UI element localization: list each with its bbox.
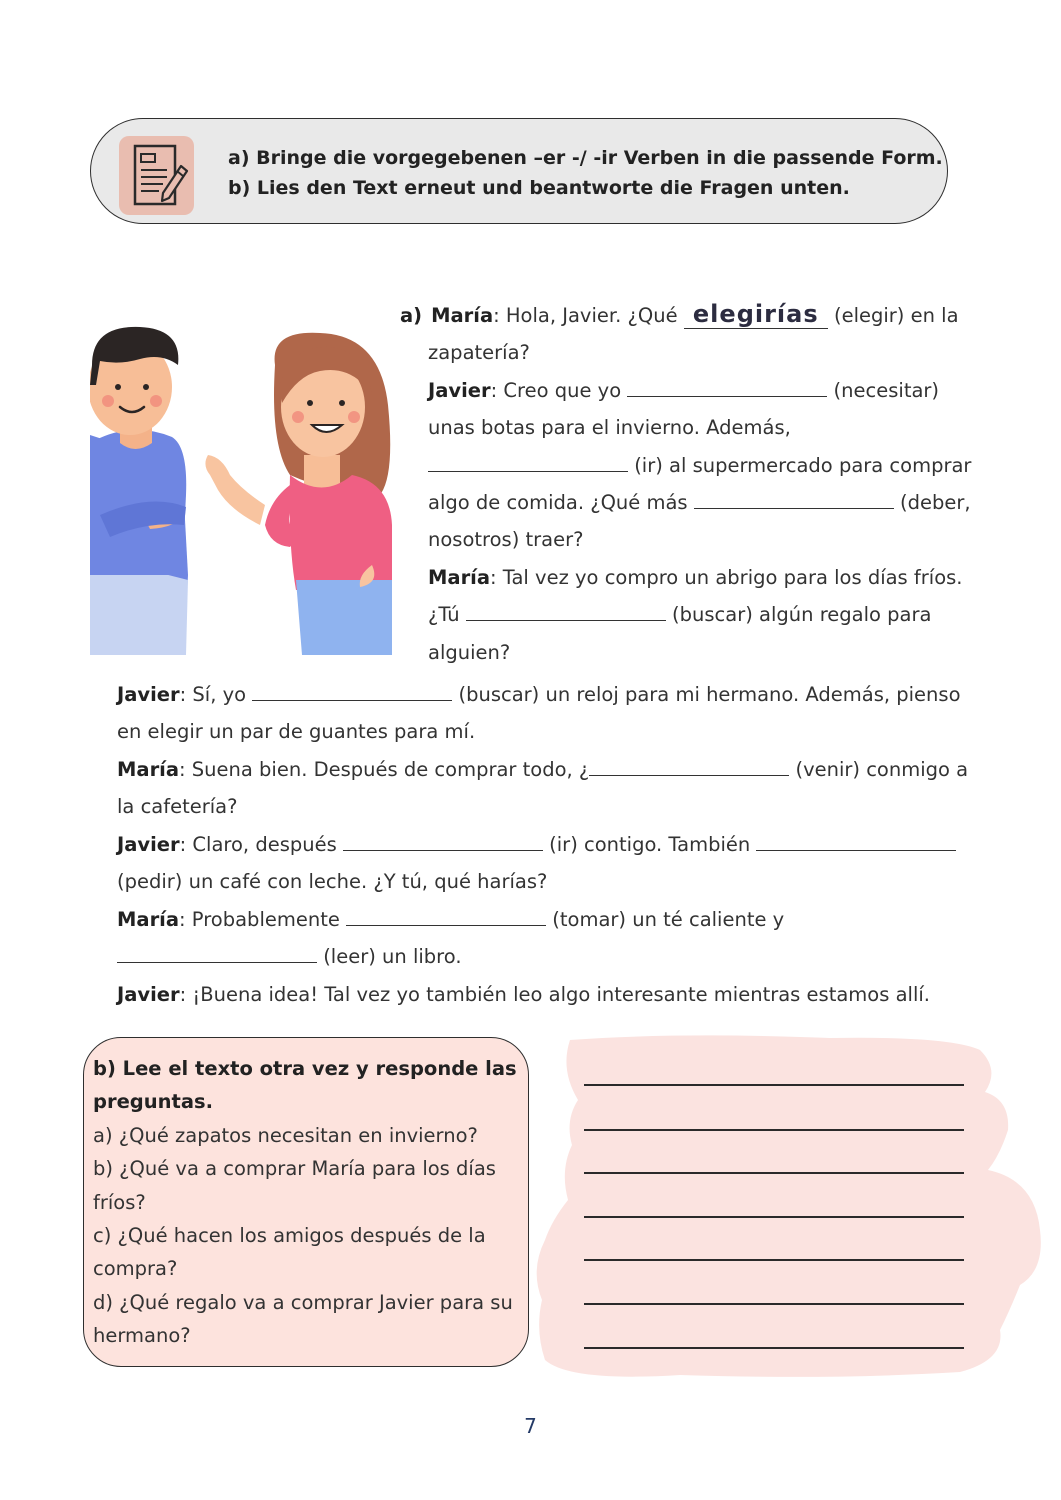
- answer-blank[interactable]: [694, 486, 894, 509]
- document-pencil-icon: [119, 136, 194, 215]
- questions-box: [83, 1037, 529, 1367]
- exercise-label-a: a): [400, 304, 423, 327]
- dialogue-line-4: unas botas para el invierno. Además,: [428, 416, 791, 439]
- answer-blank[interactable]: [627, 374, 827, 397]
- answer-line[interactable]: [584, 1303, 964, 1305]
- instruction-line-a: a) Bringe die vorgegebenen –er -/ -ir Verben in die passende Form.: [228, 147, 943, 169]
- speaker-maria: María: [117, 908, 180, 931]
- dialogue-line-14: la cafetería?: [117, 795, 238, 818]
- speaker-javier: Javier: [117, 833, 180, 856]
- dialogue-line-7: nosotros) traer?: [428, 528, 584, 551]
- question-item: a) ¿Qué zapatos necesitan en invierno?: [93, 1123, 478, 1147]
- instruction-text: [228, 143, 943, 203]
- answer-blank[interactable]: [756, 828, 956, 851]
- answer-blank[interactable]: [466, 598, 666, 621]
- question-item: c) ¿Qué hacen los amigos después de la compra?: [93, 1224, 486, 1281]
- instruction-box: [90, 118, 948, 224]
- answer-blank[interactable]: [343, 828, 543, 851]
- dialogue-line-11: Javier: Sí, yo (buscar) un reloj para mi hermano. Además, pienso: [117, 676, 961, 714]
- dialogue-line-5: (ir) al supermercado para comprar: [428, 447, 971, 485]
- dialogue-line-19: Javier: ¡Buena idea! Tal vez yo también leo algo interesante mientras estamos allí.: [117, 983, 930, 1006]
- answer-blank[interactable]: [346, 903, 546, 926]
- dialogue-line-1: a) María: Hola, Javier. ¿Qué elegirías (elegir) en la: [400, 300, 959, 328]
- question-item: d) ¿Qué regalo va a comprar Javier para su hermano?: [93, 1290, 513, 1348]
- speaker-maria: María: [117, 758, 180, 781]
- answer-blank[interactable]: [252, 678, 452, 701]
- answer-line[interactable]: [584, 1216, 964, 1218]
- answer-line[interactable]: [584, 1172, 964, 1174]
- questions-text: [93, 1052, 523, 1353]
- dialogue-line-10: alguien?: [428, 641, 511, 664]
- speaker-javier: Javier: [117, 683, 180, 706]
- page-number: 7: [524, 1414, 537, 1438]
- dialogue-line-9: ¿Tú (buscar) algún regalo para: [428, 596, 931, 634]
- question-item: b) ¿Qué va a comprar María para los días fríos?: [93, 1157, 496, 1214]
- dialogue-line-18: (leer) un libro.: [117, 938, 462, 976]
- dialogue-line-15: Javier: Claro, después (ir) contigo. También: [117, 826, 956, 864]
- questions-heading: b) Lee el texto otra vez y responde las preguntas.: [93, 1057, 517, 1114]
- speaker-javier: Javier: [117, 983, 180, 1006]
- dialogue-line-8: María: Tal vez yo compro un abrigo para los días fríos.: [428, 566, 963, 589]
- dialogue-line-2: zapatería?: [428, 341, 530, 364]
- answer-line[interactable]: [584, 1259, 964, 1261]
- dialogue-line-13: María: Suena bien. Después de comprar todo, ¿ (venir) conmigo a: [117, 751, 968, 789]
- answer-line[interactable]: [584, 1347, 964, 1349]
- dialogue-line-12: en elegir un par de guantes para mí.: [117, 720, 476, 743]
- instruction-line-b: b) Lies den Text erneut und beantworte die Fragen unten.: [228, 177, 850, 199]
- two-people-talking-illustration: [90, 325, 392, 655]
- dialogue-line-3: Javier: Creo que yo (necesitar): [428, 372, 939, 410]
- speaker-javier: Javier: [428, 379, 491, 402]
- answer-line[interactable]: [584, 1084, 964, 1086]
- speaker-maria: María: [431, 304, 494, 327]
- speaker-maria: María: [428, 566, 491, 589]
- dialogue-line-6: algo de comida. ¿Qué más (deber,: [428, 484, 971, 522]
- dialogue-line-16: (pedir) un café con leche. ¿Y tú, qué harías?: [117, 870, 548, 893]
- example-answer: elegirías: [684, 300, 828, 329]
- answer-blank[interactable]: [428, 449, 628, 472]
- answer-line[interactable]: [584, 1129, 964, 1131]
- answer-blank[interactable]: [589, 753, 789, 776]
- dialogue-line-17: María: Probablemente (tomar) un té caliente y: [117, 901, 784, 939]
- answer-blank[interactable]: [117, 940, 317, 963]
